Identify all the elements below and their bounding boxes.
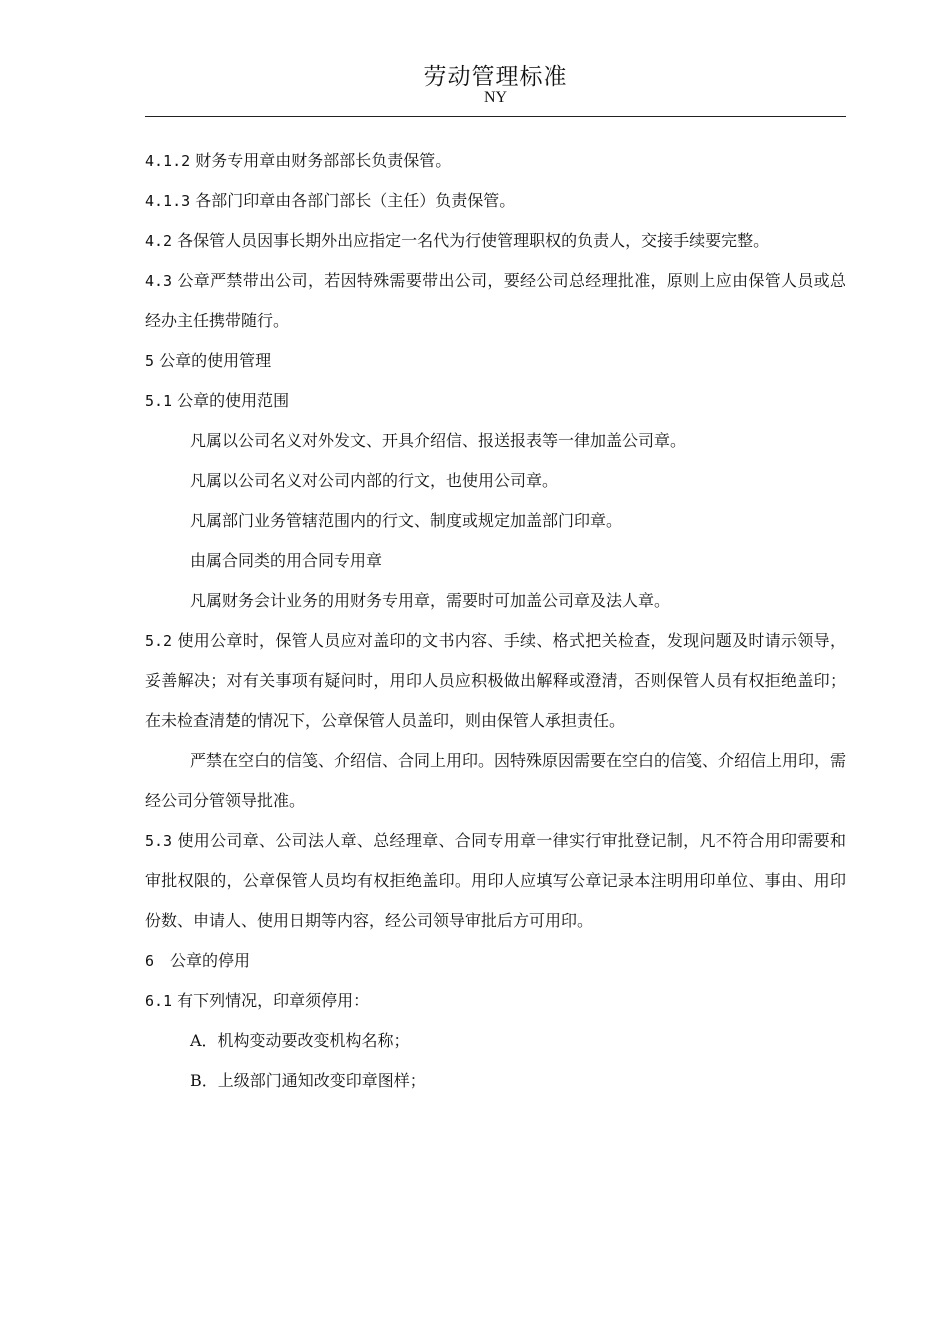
document-body (145, 141, 846, 1101)
usage-item: 凡属部门业务管辖范围内的行文、制度或规定加盖部门印章。 (190, 511, 623, 530)
clause-text: 各部门印章由各部门部长（主任）负责保管。 (190, 191, 516, 210)
paragraph-5-3 (145, 821, 846, 941)
clause-number: 5.3 (145, 832, 173, 850)
paragraph-6-1 (145, 981, 846, 1021)
document-title: 劳动管理标准 (423, 64, 568, 90)
clause-number: 4.1.3 (145, 192, 191, 210)
section-heading-5-1 (145, 381, 846, 421)
clause-number: 6 (145, 952, 155, 970)
clause-number: 6.1 (145, 992, 173, 1010)
clause-text: 公章的停用 (154, 951, 251, 970)
list-item-a: A．机构变动要改变机构名称； (190, 1031, 410, 1050)
document-code: NY (483, 89, 508, 106)
paragraph-4-3 (145, 261, 846, 341)
clause-number: 4.1.2 (145, 152, 191, 170)
clause-text: 使用公司章、公司法人章、总经理章、合同专用章一律实行审批登记制，凡不符合用印需要和审批权限的，公章保管人员均有权拒绝盖印。用印人应填写公章记录本注明用印单位、事由、用印份数、申请人、使用日期等内容，经公司领导审批后方可用印。 (145, 831, 846, 930)
list-item-b: B．上级部门通知改变印章图样； (190, 1071, 426, 1090)
clause-text: 财务专用章由财务部部长负责保管。 (190, 151, 452, 170)
clause-text: 有下列情况，印章须停用： (172, 991, 370, 1010)
clause-number: 5.2 (145, 632, 173, 650)
section-heading-5 (145, 341, 846, 381)
usage-item: 凡属财务会计业务的用财务专用章，需要时可加盖公司章及法人章。 (190, 591, 671, 610)
usage-item: 凡属以公司名义对外发文、开具介绍信、报送报表等一律加盖公司章。 (190, 431, 687, 450)
paragraph-5-2 (145, 621, 846, 741)
usage-item: 由属合同类的用合同专用章 (190, 551, 383, 570)
clause-number: 5 (145, 352, 155, 370)
clause-number: 4.3 (145, 272, 173, 290)
clause-number: 5.1 (145, 392, 173, 410)
paragraph-4-1-3 (145, 181, 846, 221)
clause-text: 使用公章时，保管人员应对盖印的文书内容、手续、格式把关检查，发现问题及时请示领导，妥善解决；对有关事项有疑问时，用印人员应积极做出解释或澄清，否则保管人员有权拒绝盖印；在未检查清楚的情况下，公章保管人员盖印，则由保管人承担责任。 (145, 631, 846, 730)
clause-text: 公章的使用管理 (154, 351, 272, 370)
clause-number: 4.2 (145, 232, 173, 250)
header-divider (145, 116, 846, 117)
clause-text: 各保管人员因事长期外出应指定一名代为行使管理职权的负责人，交接手续要完整。 (172, 231, 770, 250)
page-header (145, 62, 846, 106)
clause-text: 公章严禁带出公司，若因特殊需要带出公司，要经公司总经理批准，原则上应由保管人员或总经办主任携带随行。 (145, 271, 846, 330)
usage-item: 凡属以公司名义对公司内部的行文，也使用公司章。 (190, 471, 559, 490)
clause-text: 公章的使用范围 (172, 391, 290, 410)
section-heading-6 (145, 941, 846, 981)
paragraph-4-2 (145, 221, 846, 261)
paragraph-4-1-2 (145, 141, 846, 181)
blank-paper-rule: 严禁在空白的信笺、介绍信、合同上用印。因特殊原因需要在空白的信笺、介绍信上用印，需经公司分管领导批准。 (145, 751, 847, 810)
